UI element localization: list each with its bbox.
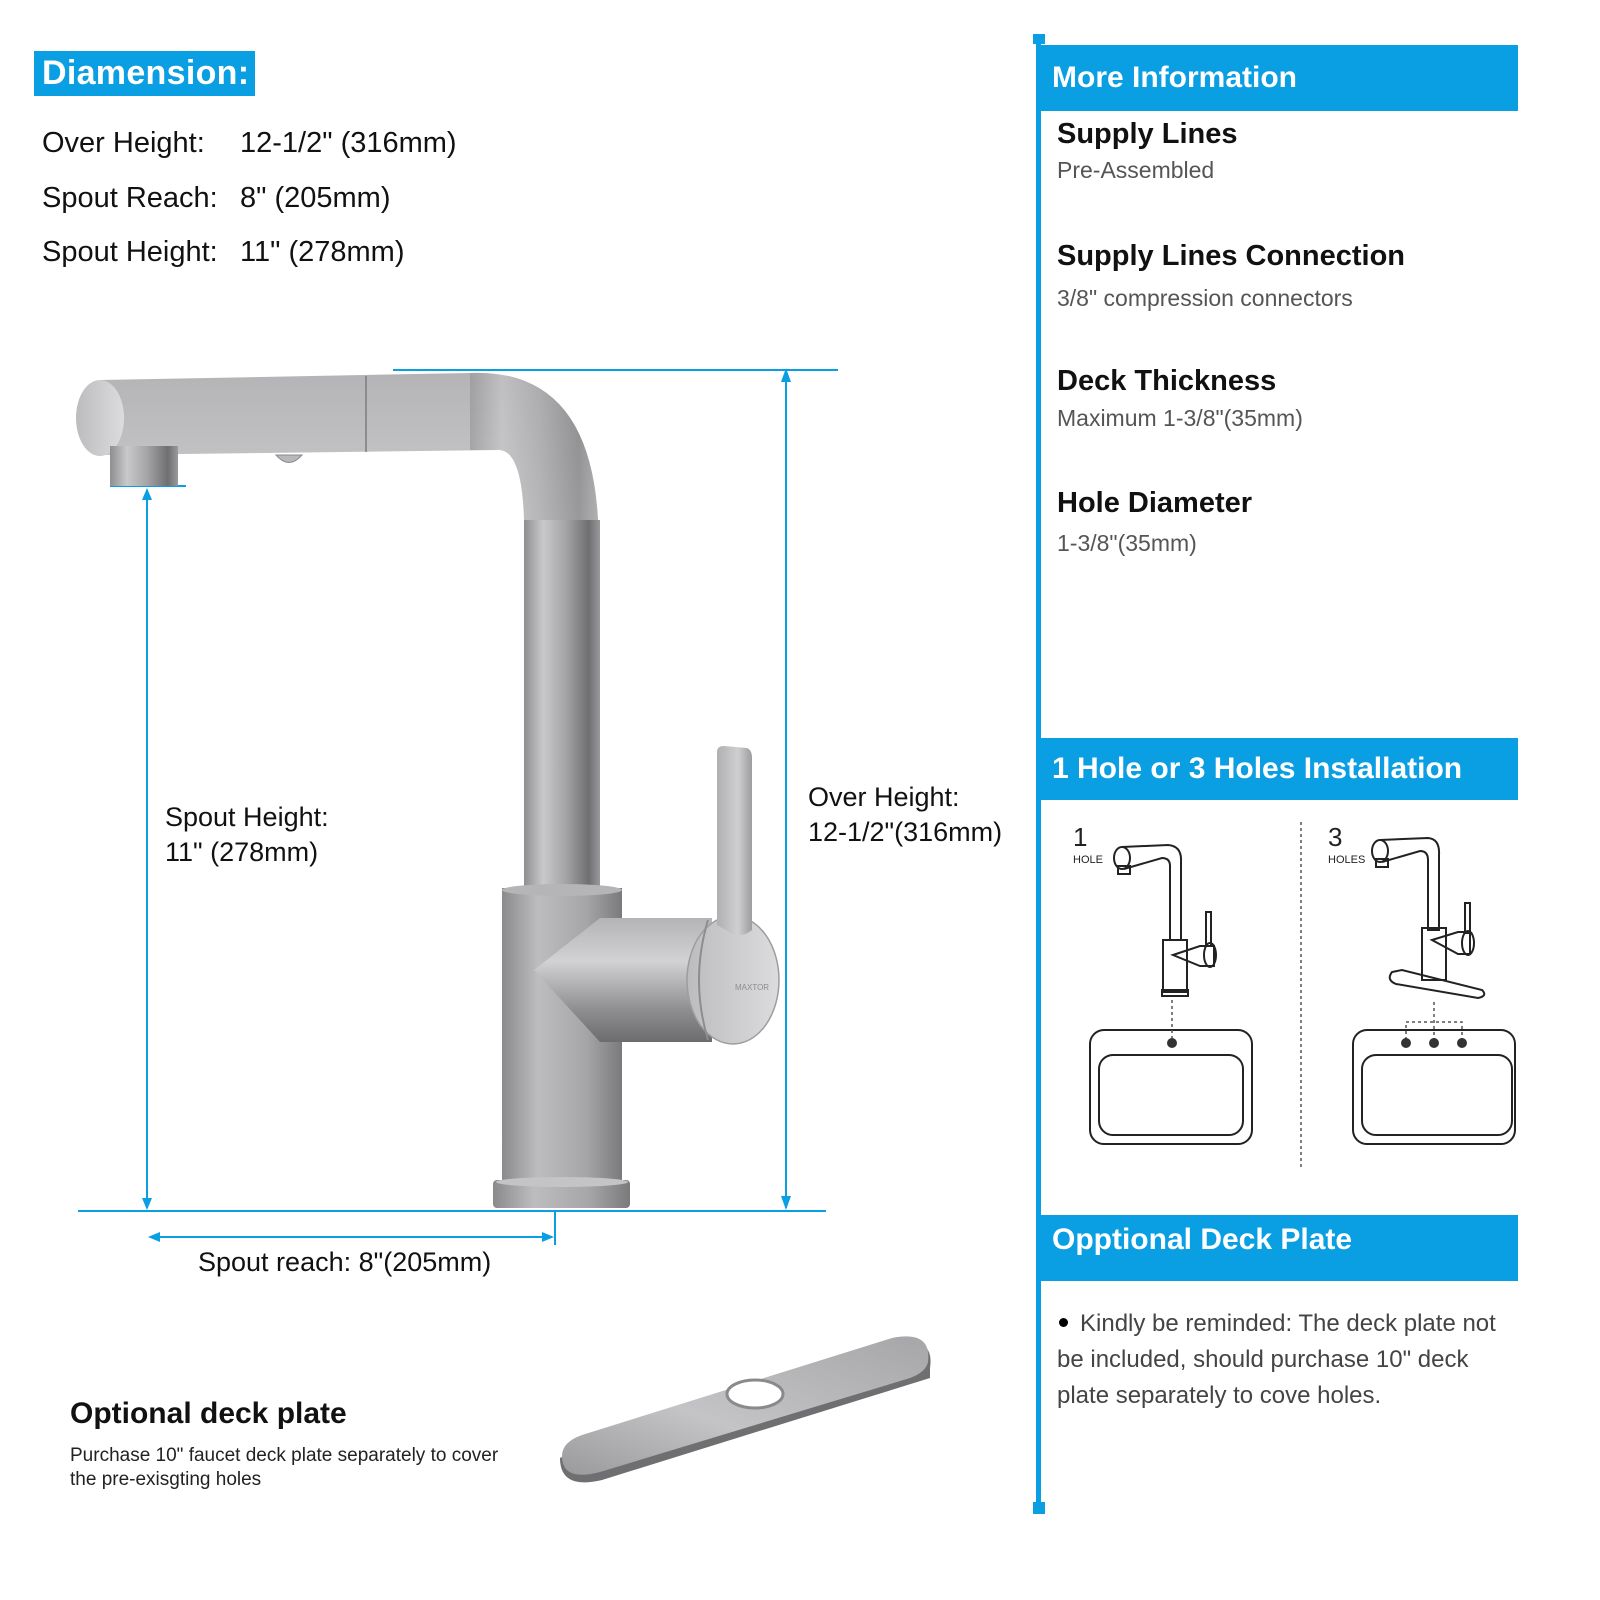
installation-diagram (1045, 805, 1525, 1185)
info-title-hole-diameter: Hole Diameter (1057, 487, 1253, 519)
spout-height-value: 11" (278mm) (165, 837, 319, 867)
divider-cap-top (1033, 34, 1045, 44)
spout-height-label: Spout Height: (165, 802, 329, 832)
spout-reach-annotation: Spout reach: 8"(205mm) (198, 1247, 492, 1277)
one-hole-faucet-drawing (1114, 845, 1216, 996)
info-value-hole-diameter: 1-3/8"(35mm) (1057, 530, 1197, 556)
deck-plate-reminder-text: Kindly be reminded: The deck plate not be included, should purchase 10" deck plate separately to cove holes. (1057, 1310, 1496, 1409)
deck-plate-image (550, 1320, 950, 1500)
deck-plate-description: Purchase 10" faucet deck plate separately to cover the pre-exisgting holes (70, 1445, 499, 1490)
dimension-label: Spout Reach: (42, 182, 218, 214)
info-title-supply-lines: Supply Lines (1057, 118, 1238, 150)
divider-cap-bottom (1033, 1502, 1045, 1514)
info-value-supply-lines-connection: 3/8" compression connectors (1057, 285, 1353, 311)
info-title-deck-thickness: Deck Thickness (1057, 365, 1277, 397)
bullet-icon (1059, 1318, 1068, 1327)
deck-plate-title: Optional deck plate (70, 1397, 347, 1430)
optional-deck-plate-header: Opptional Deck Plate (1041, 1215, 1518, 1281)
three-holes-number: 3 (1328, 822, 1343, 852)
dimension-title: Diamension: (34, 51, 255, 96)
dimension-row-spout-reach (42, 180, 391, 216)
over-height-label: Over Height: (808, 782, 960, 812)
dimension-label: Over Height: (42, 127, 205, 159)
dimension-row-over-height (42, 125, 457, 161)
dimension-label: Spout Height: (42, 236, 218, 268)
dimension-row-spout-height (42, 234, 404, 270)
three-holes-label: HOLES (1328, 854, 1366, 866)
info-value-deck-thickness: Maximum 1-3/8"(35mm) (1057, 405, 1303, 431)
over-height-value: 12-1/2"(316mm) (808, 817, 1003, 847)
info-title-supply-lines-connection: Supply Lines Connection (1057, 240, 1406, 272)
dimension-value: 8" (205mm) (240, 182, 391, 214)
brand-mark: MAXTOR (735, 983, 770, 992)
three-hole-faucet-drawing (1372, 838, 1484, 998)
info-value-supply-lines: Pre-Assembled (1057, 157, 1215, 183)
one-hole-number: 1 (1073, 822, 1088, 852)
dimension-value: 11" (278mm) (240, 236, 405, 268)
spout-height-annotation (165, 800, 329, 870)
installation-header: 1 Hole or 3 Holes Installation (1041, 738, 1518, 800)
deck-plate-reminder (1057, 1306, 1507, 1414)
dimension-value: 12-1/2" (316mm) (240, 127, 457, 159)
over-height-annotation (808, 780, 1002, 850)
one-hole-label: HOLE (1073, 854, 1103, 866)
more-information-header: More Information (1041, 45, 1518, 111)
